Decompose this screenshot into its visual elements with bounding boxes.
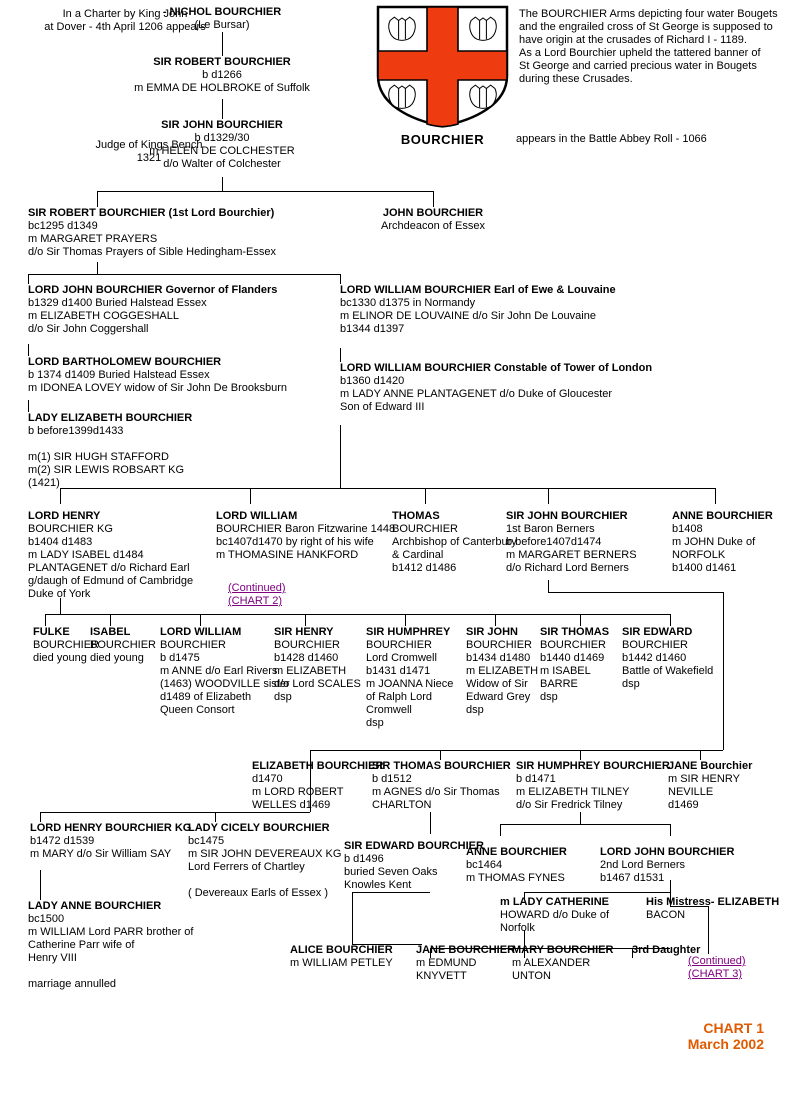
person-henry-kg-line-1: BOURCHIER KG: [28, 523, 113, 535]
person-edward-oaks-line-3: Knowles Kent: [344, 879, 412, 891]
person-eliz-welles-line-0: ELIZABETH BOURCHIER: [252, 760, 384, 772]
person-edward-sir: [622, 626, 713, 691]
person-william-ewe-line-2: m ELINOR DE LOUVAINE d/o Sir John De Louvaine: [340, 310, 596, 322]
person-john-berners-line-2: b before1407d1474: [506, 536, 602, 548]
person-nichol-line-1: (Le Bursar): [194, 19, 250, 31]
person-anne-parr-line-1: bc1500: [28, 913, 65, 925]
note-arms-description-line: St George and carried precious water in Bougets: [519, 60, 757, 72]
note-arms-description-line: and the engrailed cross of St George is supposed to: [519, 21, 773, 33]
connector: [430, 812, 431, 834]
person-robert2-line-1: bc1295 d1349: [28, 220, 98, 232]
person-robert2-line-3: d/o Sir Thomas Prayers of Sible Hedingham-Essex: [28, 246, 277, 258]
note-arms-description-line: The BOURCHIER Arms depicting four water Bougets: [519, 8, 778, 20]
person-mary-unton-line-1: m ALEXANDER: [512, 957, 591, 969]
person-anne-parr-line-0: LADY ANNE BOURCHIER: [28, 900, 162, 912]
person-william-lord-line-0: LORD WILLIAM: [160, 626, 242, 638]
connector: [200, 614, 201, 626]
sibling-bar: [45, 614, 670, 615]
person-bartholomew-line-0: LORD BARTHOLOMEW BOURCHIER: [28, 356, 222, 368]
person-humphrey-crom-line-1: BOURCHIER: [366, 639, 433, 651]
person-robert2-line-0: SIR ROBERT BOURCHIER (1st Lord Bourchier): [28, 207, 275, 219]
person-henry-say-line-2: m MARY d/o Sir William SAY: [30, 848, 172, 860]
chart-label-number: CHART 1: [703, 1020, 764, 1036]
person-william-fitz-line-2: bc1407d1470 by right of his wife: [216, 536, 374, 548]
person-humphrey-crom-line-6: Cromwell: [366, 704, 412, 716]
person-anne-parr-line-3: Catherine Parr wife of: [28, 939, 135, 951]
person-john2-line-2: m ELIZABETH COGGESHALL: [28, 310, 179, 322]
connector: [352, 892, 353, 944]
person-henry-say: [30, 822, 191, 861]
person-thomas-arch-line-4: b1412 d1486: [392, 562, 457, 574]
person-alice: [290, 944, 393, 970]
person-william-lord-line-6: Queen Consort: [160, 704, 235, 716]
person-cicely-line-3: Lord Ferrers of Chartley: [188, 861, 305, 873]
person-humphrey-crom-line-3: b1431 d1471: [366, 665, 431, 677]
person-henry-sir-line-4: d/o Lord SCALES: [274, 678, 361, 690]
person-eliz-welles-line-1: d1470: [252, 773, 283, 785]
person-katherine: [500, 896, 609, 935]
connector: [670, 824, 671, 836]
person-bartholomew-line-1: b 1374 d1409 Buried Halstead Essex: [28, 369, 210, 381]
person-jane-neville-line-0: JANE Bourchier: [668, 760, 753, 772]
person-william-ewe-line-1: bc1330 d1375 in Normandy: [340, 297, 476, 309]
connector: [28, 274, 29, 284]
person-edward-oaks: [344, 840, 484, 892]
person-anne-norfolk-line-1: b1408: [672, 523, 703, 535]
person-edward-sir-line-0: SIR EDWARD: [622, 626, 693, 638]
person-mistress-line-1: BACON: [646, 909, 686, 921]
person-william-fitz: [216, 510, 395, 562]
connector: [97, 262, 98, 274]
person-edward-sir-line-1: BOURCHIER: [622, 639, 689, 651]
note-judge-kings-bench: [84, 139, 214, 165]
person-bartholomew-line-2: m IDONEA LOVEY widow of Sir John De Brooksburn: [28, 382, 288, 394]
person-anne-parr-line-2: m WILLIAM Lord PARR brother of: [28, 926, 194, 938]
person-john-sir-line-5: Edward Grey: [466, 691, 531, 703]
note-judge-kings-bench-line: Judge of Kings Bench: [95, 139, 203, 151]
person-third-daughter-line-0: 3rd Daughter: [632, 944, 701, 956]
person-john-sir-line-3: m ELIZABETH: [466, 665, 539, 677]
person-john-sir-line-1: BOURCHIER: [466, 639, 533, 651]
person-john-berners2-line-1: 2nd Lord Berners: [600, 859, 685, 871]
continued-chart3-link-line[interactable]: (CHART 3): [688, 968, 742, 980]
person-john-sir-line-6: dsp: [466, 704, 484, 716]
person-katherine-line-2: Norfolk: [500, 922, 535, 934]
continued-chart2-link-line[interactable]: (Continued): [228, 582, 286, 594]
person-isabel-line-1: BOURCHIER: [90, 639, 157, 651]
connector: [723, 592, 724, 750]
note-battle-abbey: [516, 133, 766, 146]
chart-label-date: March 2002: [687, 1036, 764, 1052]
person-jane-neville-line-2: NEVILLE: [668, 786, 714, 798]
person-edward-oaks-line-2: buried Seven Oaks: [344, 866, 438, 878]
person-robert1-line-1: b d1266: [202, 69, 242, 81]
person-eliz-b: [28, 412, 192, 490]
person-william-ewe-line-3: b1344 d1397: [340, 323, 405, 335]
person-jane-neville-line-3: d1469: [668, 799, 699, 811]
chart-label: [600, 1020, 764, 1052]
person-eliz-welles-line-3: WELLES d1469: [252, 799, 331, 811]
person-eliz-welles: [252, 760, 383, 812]
connector: [340, 348, 341, 362]
continued-chart2-link-line[interactable]: (CHART 2): [228, 595, 282, 607]
person-thomas-charl-line-2: m AGNES d/o Sir Thomas: [372, 786, 500, 798]
connector: [352, 892, 430, 893]
person-anne-fynes-line-1: bc1464: [466, 859, 503, 871]
person-henry-sir: [274, 626, 361, 704]
note-battle-abbey-line: appears in the Battle Abbey Roll - 1066: [516, 133, 707, 145]
person-john2-line-3: d/o Sir John Coggershall: [28, 323, 149, 335]
connector: [700, 750, 701, 760]
person-eliz-b-line-5: (1421): [28, 477, 60, 489]
note-arms-description-line: during these Crusades.: [519, 73, 633, 85]
person-john-berners-line-1: 1st Baron Berners: [506, 523, 595, 535]
person-anne-fynes: [466, 846, 567, 885]
sibling-bar: [310, 750, 723, 751]
person-thomas-sir-line-3: m ISABEL: [540, 665, 591, 677]
person-cicely: [188, 822, 341, 900]
person-william-tower: [340, 362, 652, 414]
connector: [45, 614, 46, 626]
person-bartholomew: [28, 356, 287, 395]
person-anne-norfolk-line-3: NORFOLK: [672, 549, 726, 561]
person-john-berners-line-0: SIR JOHN BOURCHIER: [506, 510, 628, 522]
person-william-tower-line-1: b1360 d1420: [340, 375, 405, 387]
note-arms-description-line: As a Lord Bourchier upheld the tattered banner of: [519, 47, 761, 59]
person-william-ewe-line-0: LORD WILLIAM BOURCHIER Earl of Ewe & Louvaine: [340, 284, 616, 296]
person-edward-sir-line-2: b1442 d1460: [622, 652, 687, 664]
connector: [340, 425, 341, 488]
person-john2-line-1: b1329 d1400 Buried Halstead Essex: [28, 297, 207, 309]
person-thomas-arch-line-2: Archbishop of Canterbury: [392, 536, 517, 548]
connector: [250, 488, 251, 504]
person-william-tower-line-2: m LADY ANNE PLANTAGENET d/o Duke of Gloucester: [340, 388, 613, 400]
person-isabel-line-0: ISABEL: [90, 626, 131, 638]
note-arms-description-line: have origin at the crusades of Richard I - 1189.: [519, 34, 747, 46]
person-henry-sir-line-2: b1428 d1460: [274, 652, 339, 664]
person-anne-parr: [28, 900, 193, 991]
person-alice-line-1: m WILLIAM PETLEY: [290, 957, 393, 969]
person-henry-kg-line-4: PLANTAGENET d/o Richard Earl: [28, 562, 190, 574]
continued-chart3-link-line[interactable]: (Continued): [688, 955, 746, 967]
person-mary-unton-line-2: UNTON: [512, 970, 551, 982]
person-anne-norfolk-line-4: b1400 d1461: [672, 562, 737, 574]
person-william-fitz-line-3: m THOMASINE HANKFORD: [216, 549, 359, 561]
person-humphrey-tiln-line-3: d/o Sir Fredrick Tilney: [516, 799, 623, 811]
person-william-tower-line-3: Son of Edward III: [340, 401, 425, 413]
person-jane-knyvett-line-0: JANE BOURCHIER: [416, 944, 516, 956]
person-eliz-b-line-1: b before1399d1433: [28, 425, 124, 437]
person-anne-parr-line-6: marriage annulled: [28, 978, 117, 990]
person-fulke-line-0: FULKE: [33, 626, 70, 638]
person-thomas-charl-line-0: SIR THOMAS BOURCHIER: [372, 760, 511, 772]
connector: [524, 892, 670, 893]
person-william-tower-line-0: LORD WILLIAM BOURCHIER Constable of Tower of London: [340, 362, 653, 374]
person-alice-line-0: ALICE BOURCHIER: [290, 944, 393, 956]
person-thomas-arch: [392, 510, 517, 575]
person-humphrey-crom-line-0: SIR HUMPHREY: [366, 626, 451, 638]
person-thomas-arch-line-3: & Cardinal: [392, 549, 444, 561]
connector: [425, 488, 426, 504]
person-robert2-line-2: m MARGARET PRAYERS: [28, 233, 158, 245]
person-henry-sir-line-5: dsp: [274, 691, 292, 703]
person-thomas-sir-line-1: BOURCHIER: [540, 639, 607, 651]
connector: [670, 614, 671, 626]
person-anne-fynes-line-2: m THOMAS FYNES: [466, 872, 565, 884]
connector: [222, 99, 223, 119]
sibling-bar: [97, 191, 433, 192]
person-cicely-line-0: LADY CICELY BOURCHIER: [188, 822, 330, 834]
person-william-lord-line-1: BOURCHIER: [160, 639, 227, 651]
person-eliz-b-line-3: m(1) SIR HUGH STAFFORD: [28, 451, 169, 463]
person-jane-knyvett-line-1: m EDMUND: [416, 957, 477, 969]
connector: [548, 580, 549, 592]
person-cicely-line-4: [188, 874, 341, 887]
person-william-lord-line-4: (1463) WOODVILLE sister: [160, 678, 290, 690]
person-henry-sir-line-3: m ELIZABETH: [274, 665, 347, 677]
person-eliz-b-line-4: m(2) SIR LEWIS ROBSART KG: [28, 464, 185, 476]
connector: [580, 812, 581, 824]
person-humphrey-tiln: [516, 760, 670, 812]
note-charter: [30, 8, 220, 34]
connector: [222, 32, 223, 56]
note-arms-description: [519, 8, 794, 86]
person-henry-say-line-1: b1472 d1539: [30, 835, 95, 847]
person-john-berners: [506, 510, 637, 575]
person-john1-line-3: d/o Walter of Colchester: [163, 158, 281, 170]
person-mistress: [646, 896, 779, 922]
connector: [715, 488, 716, 504]
person-william-lord-line-5: d1489 of Elizabeth: [160, 691, 252, 703]
person-anne-norfolk: [672, 510, 773, 575]
continued-chart3-link[interactable]: [688, 955, 788, 981]
person-nichol-line-0: - NICHOL BOURCHIER: [162, 6, 282, 18]
person-isabel-line-2: died young: [90, 652, 144, 664]
person-edward-sir-line-3: Battle of Wakefield: [622, 665, 714, 677]
note-judge-kings-bench-line: 1321: [136, 152, 162, 164]
person-john-berners-line-3: m MARGARET BERNERS: [506, 549, 637, 561]
connector: [28, 400, 29, 412]
bourchier-coat-of-arms: [375, 4, 510, 129]
person-jane-knyvett-line-2: KNYVETT: [416, 970, 467, 982]
person-thomas-sir-line-4: BARRE: [540, 678, 578, 690]
person-humphrey-crom: [366, 626, 453, 730]
person-robert2: [28, 207, 276, 259]
person-mary-unton: [512, 944, 613, 983]
person-jane-neville-line-1: m SIR HENRY: [668, 773, 740, 785]
person-fulke-line-2: died young: [33, 652, 87, 664]
note-charter-line: at Dover - 4th April 1206 appears: [44, 21, 206, 33]
person-henry-say-line-0: LORD HENRY BOURCHIER KG: [30, 822, 192, 834]
person-fulke-line-1: BOURCHIER: [33, 639, 100, 651]
person-mistress-line-0: His Mistress- ELIZABETH: [646, 896, 780, 908]
person-john-arch-line-0: JOHN BOURCHIER: [382, 207, 484, 219]
person-henry-kg-line-3: m LADY ISABEL d1484: [28, 549, 144, 561]
person-eliz-b-line-0: LADY ELIZABETH BOURCHIER: [28, 412, 193, 424]
person-cicely-line-2: m SIR JOHN DEVEREAUX KG: [188, 848, 342, 860]
note-charter-line: In a Charter by King John: [62, 8, 188, 20]
person-thomas-charl: [372, 760, 511, 812]
person-john-berners-line-4: d/o Richard Lord Berners: [506, 562, 629, 574]
connector: [222, 177, 223, 191]
person-humphrey-tiln-line-2: m ELIZABETH TILNEY: [516, 786, 630, 798]
continued-chart2-link[interactable]: [228, 582, 338, 608]
person-john-sir-line-2: b1434 d1480: [466, 652, 531, 664]
person-thomas-arch-line-1: BOURCHIER: [392, 523, 459, 535]
person-katherine-line-0: m LADY CATHERINE: [500, 896, 609, 908]
connector: [40, 870, 41, 900]
person-jane-knyvett: [416, 944, 515, 983]
person-cicely-line-5: ( Devereaux Earls of Essex ): [188, 887, 328, 899]
person-william-lord: [160, 626, 290, 717]
person-edward-oaks-line-0: SIR EDWARD BOURCHIER: [344, 840, 484, 852]
connector: [495, 614, 496, 626]
person-robert1-line-2: m EMMA DE HOLBROKE of Suffolk: [134, 82, 310, 94]
crest-name: BOURCHIER: [400, 132, 485, 147]
person-john1-line-0: SIR JOHN BOURCHIER: [161, 119, 283, 131]
person-thomas-arch-line-0: THOMAS: [392, 510, 440, 522]
person-eliz-welles-line-2: m LORD ROBERT: [252, 786, 344, 798]
person-robert1-line-0: SIR ROBERT BOURCHIER: [153, 56, 291, 68]
person-edward-sir-line-4: dsp: [622, 678, 640, 690]
connector: [97, 191, 98, 207]
connector: [405, 614, 406, 626]
person-humphrey-tiln-line-1: b d1471: [516, 773, 556, 785]
person-henry-sir-line-0: SIR HENRY: [274, 626, 334, 638]
connector: [433, 191, 434, 207]
person-john-sir-line-0: SIR JOHN: [466, 626, 518, 638]
person-anne-norfolk-line-2: m JOHN Duke of: [672, 536, 756, 548]
person-humphrey-crom-line-4: m JOANNA Niece: [366, 678, 454, 690]
connector: [305, 614, 306, 626]
person-john-arch-line-1: Archdeacon of Essex: [381, 220, 485, 232]
person-cicely-line-1: bc1475: [188, 835, 225, 847]
connector: [500, 824, 501, 836]
person-anne-parr-line-5: [28, 965, 193, 978]
sibling-bar: [28, 274, 340, 275]
person-john-sir: [466, 626, 538, 717]
connector: [548, 592, 723, 593]
person-henry-kg-line-2: b1404 d1483: [28, 536, 93, 548]
person-william-fitz-line-0: LORD WILLIAM: [216, 510, 298, 522]
person-john2: [28, 284, 277, 336]
person-mary-unton-line-0: MARY BOURCHIER: [512, 944, 614, 956]
person-thomas-sir-line-2: b1440 d1469: [540, 652, 605, 664]
connector: [580, 750, 581, 760]
connector: [60, 488, 61, 504]
person-thomas-sir: [540, 626, 609, 704]
person-thomas-sir-line-0: SIR THOMAS: [540, 626, 610, 638]
person-thomas-sir-line-5: dsp: [540, 691, 558, 703]
person-humphrey-crom-line-2: Lord Cromwell: [366, 652, 437, 664]
person-william-ewe: [340, 284, 616, 336]
connector: [340, 274, 341, 284]
sibling-bar: [500, 824, 670, 825]
person-thomas-charl-line-3: CHARLTON: [372, 799, 432, 811]
person-william-lord-line-2: b d1475: [160, 652, 200, 664]
connector: [215, 812, 216, 822]
person-robert1: [134, 56, 310, 95]
person-john2-line-0: LORD JOHN BOURCHIER Governor of Flanders: [28, 284, 278, 296]
connector: [310, 750, 311, 760]
person-john1-line-1: b d1329/30: [194, 132, 250, 144]
person-henry-kg-line-6: Duke of York: [28, 588, 91, 600]
connector: [40, 812, 41, 822]
person-anne-parr-line-4: Henry VIII: [28, 952, 77, 964]
person-katherine-line-1: HOWARD d/o Duke of: [500, 909, 610, 921]
person-john1-line-2: m HELEN DE COLCHESTER: [149, 145, 295, 157]
person-john-arch: [381, 207, 485, 233]
connector: [110, 614, 111, 626]
person-henry-sir-line-1: BOURCHIER: [274, 639, 341, 651]
person-jane-neville: [668, 760, 752, 812]
person-anne-norfolk-line-0: ANNE BOURCHIER: [672, 510, 773, 522]
person-humphrey-crom-line-5: of Ralph Lord: [366, 691, 433, 703]
person-anne-fynes-line-0: ANNE BOURCHIER: [466, 846, 567, 858]
person-henry-kg-line-0: LORD HENRY: [28, 510, 101, 522]
person-john-berners2-line-0: LORD JOHN BOURCHIER: [600, 846, 735, 858]
person-john-berners2: [600, 846, 734, 885]
person-edward-oaks-line-1: b d1496: [344, 853, 384, 865]
person-henry-kg: [28, 510, 193, 601]
connector: [28, 344, 29, 356]
connector: [440, 750, 441, 760]
person-john-berners2-line-2: b1467 d1531: [600, 872, 665, 884]
connector: [580, 614, 581, 626]
person-henry-kg-line-5: g/daugh of Edmund of Cambridge: [28, 575, 194, 587]
person-thomas-charl-line-1: b d1512: [372, 773, 412, 785]
sibling-bar: [40, 812, 310, 813]
person-eliz-b-line-2: [28, 438, 192, 451]
person-john-sir-line-4: Widow of Sir: [466, 678, 528, 690]
person-william-lord-line-3: m ANNE d/o Earl Rivers: [160, 665, 278, 677]
person-isabel: [90, 626, 156, 665]
person-humphrey-tiln-line-0: SIR HUMPHREY BOURCHIER: [516, 760, 670, 772]
person-humphrey-crom-line-7: dsp: [366, 717, 384, 729]
person-william-fitz-line-1: BOURCHIER Baron Fitzwarine 1448: [216, 523, 396, 535]
connector: [548, 488, 549, 504]
